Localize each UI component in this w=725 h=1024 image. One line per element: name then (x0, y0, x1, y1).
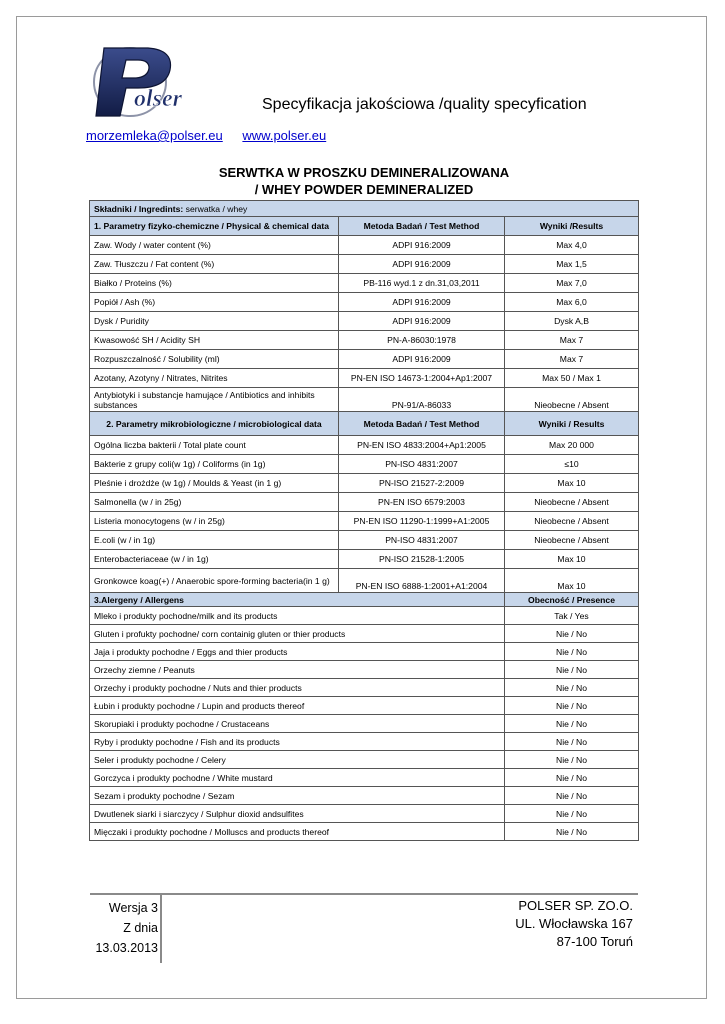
ingredients-value: serwatka / whey (183, 203, 248, 214)
microbio-method: PN-ISO 4831:2007 (339, 455, 505, 474)
physchem-result: Max 6,0 (505, 293, 639, 312)
physchem-method: PB-116 wyd.1 z dn.31,03,2011 (339, 274, 505, 293)
physchem-row (90, 274, 639, 293)
physchem-row (90, 293, 639, 312)
microbio-result: Max 10 (505, 569, 639, 593)
allergen-presence: Nie / No (505, 787, 639, 805)
product-title (90, 164, 638, 198)
allergen-presence: Nie / No (505, 805, 639, 823)
microbio-row (90, 436, 639, 455)
physchem-result: Dysk A,B (505, 312, 639, 331)
physchem-parameter: Kwasowość SH / Acidity SH (90, 331, 339, 350)
allergen-presence: Nie / No (505, 733, 639, 751)
allergen-presence: Nie / No (505, 643, 639, 661)
section2-method-header: Metoda Badań / Test Method (339, 412, 505, 436)
microbio-method: PN-ISO 21527-2:2009 (339, 474, 505, 493)
microbio-row (90, 550, 639, 569)
microbio-result: Nieobecne / Absent (505, 531, 639, 550)
microbio-method: PN-ISO 4831:2007 (339, 531, 505, 550)
allergen-row (90, 769, 639, 787)
allergen-presence: Nie / No (505, 715, 639, 733)
physchem-result: Max 7 (505, 331, 639, 350)
physchem-method: PN-A-86030:1978 (339, 331, 505, 350)
physchem-method: ADPI 916:2009 (339, 350, 505, 369)
physchem-row (90, 388, 639, 412)
physchem-result: Max 7 (505, 350, 639, 369)
section3-title: 3.Alergeny / Allergens (90, 593, 505, 607)
allergen-name: Mleko i produkty pochodne/milk and its products (90, 607, 505, 625)
allergen-row (90, 715, 639, 733)
microbio-row (90, 512, 639, 531)
section1-method-header: Metoda Badań / Test Method (339, 217, 505, 236)
ingredients-label: Składniki / Ingredints: (94, 203, 184, 214)
allergen-row (90, 679, 639, 697)
spec-title: Specyfikacja jakościowa /quality specyfication (262, 96, 587, 113)
allergen-name: Orzechy ziemne / Peanuts (90, 661, 505, 679)
microbio-result: Nieobecne / Absent (505, 512, 639, 531)
allergen-name: Sezam i produkty pochodne / Sezam (90, 787, 505, 805)
physchem-method: ADPI 916:2009 (339, 236, 505, 255)
footer-date-label: Z dnia (123, 921, 158, 935)
footer-date: 13.03.2013 (95, 941, 158, 955)
microbio-parameter: Ogólna liczba bakterii / Total plate count (90, 436, 339, 455)
footer-version-block (90, 898, 158, 958)
microbio-parameter: Listeria monocytogens (w / in 25g) (90, 512, 339, 531)
section2-title: 2. Parametry mikrobiologiczne / microbiological data (90, 412, 339, 436)
email-link[interactable]: morzemleka@polser.eu (86, 128, 223, 143)
section3-header-row (90, 593, 639, 607)
ingredients-row (90, 201, 639, 217)
allergen-row (90, 625, 639, 643)
footer-street: UL. Włocławska 167 (515, 916, 633, 931)
allergen-name: Mięczaki i produkty pochodne / Molluscs and products thereof (90, 823, 505, 841)
allergen-row (90, 751, 639, 769)
allergen-name: Seler i produkty pochodne / Celery (90, 751, 505, 769)
physchem-method: PN-EN ISO 14673-1:2004+Ap1:2007 (339, 369, 505, 388)
allergen-name: Dwutlenek siarki i siarczycy / Sulphur dioxid andsulfites (90, 805, 505, 823)
physchem-method: ADPI 916:2009 (339, 312, 505, 331)
physchem-parameter: Antybiotyki i substancje hamujące / Antibiotics and inhibits substances (90, 388, 339, 412)
microbio-result: ≤10 (505, 455, 639, 474)
microbio-result: Max 10 (505, 474, 639, 493)
microbio-parameter: Salmonella (w / in 25g) (90, 493, 339, 512)
physchem-result: Nieobecne / Absent (505, 388, 639, 412)
allergen-row (90, 697, 639, 715)
polser-logo (82, 42, 212, 120)
microbio-row (90, 531, 639, 550)
physchem-row (90, 369, 639, 388)
microbio-parameter: Pleśnie i drożdże (w 1g) / Moulds & Yeast (in 1 g) (90, 474, 339, 493)
allergen-presence: Tak / Yes (505, 607, 639, 625)
physchem-parameter: Dysk / Puridity (90, 312, 339, 331)
microbio-result: Nieobecne / Absent (505, 493, 639, 512)
allergen-presence: Nie / No (505, 751, 639, 769)
contact-links (86, 128, 342, 143)
physchem-row (90, 312, 639, 331)
section1-header-row (90, 217, 639, 236)
allergen-name: Ryby i produkty pochodne / Fish and its products (90, 733, 505, 751)
microbio-row (90, 474, 639, 493)
allergen-row (90, 823, 639, 841)
physchem-result: Max 4,0 (505, 236, 639, 255)
physchem-result: Max 50 / Max 1 (505, 369, 639, 388)
allergen-row (90, 607, 639, 625)
section2-header-row (90, 412, 639, 436)
physchem-parameter: Zaw. Tłuszczu / Fat content (%) (90, 255, 339, 274)
microbio-row (90, 455, 639, 474)
physchem-row (90, 236, 639, 255)
allergen-row (90, 661, 639, 679)
microbio-parameter: E.coli (w / in 1g) (90, 531, 339, 550)
microbio-method: PN-EN ISO 11290-1:1999+A1:2005 (339, 512, 505, 531)
microbio-row (90, 569, 639, 593)
product-title-line1: SERWTKA W PROSZKU DEMINERALIZOWANA (218, 165, 510, 180)
footer-vertical-divider (160, 895, 162, 963)
allergen-name: Gorczyca i produkty pochodne / White mustard (90, 769, 505, 787)
physchem-parameter: Białko / Proteins (%) (90, 274, 339, 293)
physchem-row (90, 350, 639, 369)
allergen-name: Jaja i produkty pochodne / Eggs and thier products (90, 643, 505, 661)
physchem-row (90, 255, 639, 274)
physchem-parameter: Rozpuszczalność / Solubility (ml) (90, 350, 339, 369)
microbio-parameter: Enterobacteriaceae (w / in 1g) (90, 550, 339, 569)
allergen-row (90, 805, 639, 823)
svg-text:olser: olser (134, 86, 182, 112)
allergen-row (90, 787, 639, 805)
microbio-parameter: Bakterie z grupy coli(w 1g) / Coliforms (in 1g) (90, 455, 339, 474)
physchem-method: PN-91/A-86033 (339, 388, 505, 412)
allergen-row (90, 733, 639, 751)
website-link[interactable]: www.polser.eu (242, 128, 327, 143)
section2-results-header: Wyniki / Results (505, 412, 639, 436)
allergen-presence: Nie / No (505, 769, 639, 787)
physchem-parameter: Azotany, Azotyny / Nitrates, Nitrites (90, 369, 339, 388)
allergen-name: Skorupiaki i produkty pochodne / Crustaceans (90, 715, 505, 733)
allergen-name: Łubin i produkty pochodne / Lupin and products thereof (90, 697, 505, 715)
allergen-row (90, 643, 639, 661)
microbio-row (90, 493, 639, 512)
allergen-presence: Nie / No (505, 679, 639, 697)
physchem-result: Max 1,5 (505, 255, 639, 274)
footer-city: 87-100 Toruń (556, 934, 633, 949)
allergen-presence: Nie / No (505, 697, 639, 715)
physchem-parameter: Zaw. Wody / water content (%) (90, 236, 339, 255)
footer-address (515, 897, 633, 951)
allergen-presence: Nie / No (505, 823, 639, 841)
microbio-method: PN-EN ISO 4833:2004+Ap1:2005 (339, 436, 505, 455)
physchem-row (90, 331, 639, 350)
microbio-method: PN-EN ISO 6579:2003 (339, 493, 505, 512)
microbio-result: Max 20 000 (505, 436, 639, 455)
microbio-parameter: Gronkowce koag(+) / Anaerobic spore-forming bacteria(in 1 g) (90, 569, 339, 593)
specification-table (89, 200, 639, 841)
allergen-presence: Nie / No (505, 661, 639, 679)
footer-company: POLSER SP. ZO.O. (518, 898, 633, 913)
microbio-method: PN-ISO 21528-1:2005 (339, 550, 505, 569)
physchem-method: ADPI 916:2009 (339, 255, 505, 274)
section1-results-header: Wyniki /Results (505, 217, 639, 236)
microbio-result: Max 10 (505, 550, 639, 569)
section3-presence-header: Obecność / Presence (505, 593, 639, 607)
footer-version: Wersja 3 (108, 901, 158, 915)
allergen-name: Gluten i profukty pochodne/ corn containig gluten or thier products (90, 625, 505, 643)
microbio-method: PN-EN ISO 6888-1:2001+A1:2004 (339, 569, 505, 593)
physchem-parameter: Popiół / Ash (%) (90, 293, 339, 312)
allergen-name: Orzechy i produkty pochodne / Nuts and thier products (90, 679, 505, 697)
allergen-presence: Nie / No (505, 625, 639, 643)
footer-divider (90, 893, 638, 895)
product-title-line2: / WHEY POWDER DEMINERALIZED (254, 182, 474, 197)
physchem-method: ADPI 916:2009 (339, 293, 505, 312)
section1-title: 1. Parametry fizyko-chemiczne / Physical & chemical data (90, 217, 339, 236)
physchem-result: Max 7,0 (505, 274, 639, 293)
